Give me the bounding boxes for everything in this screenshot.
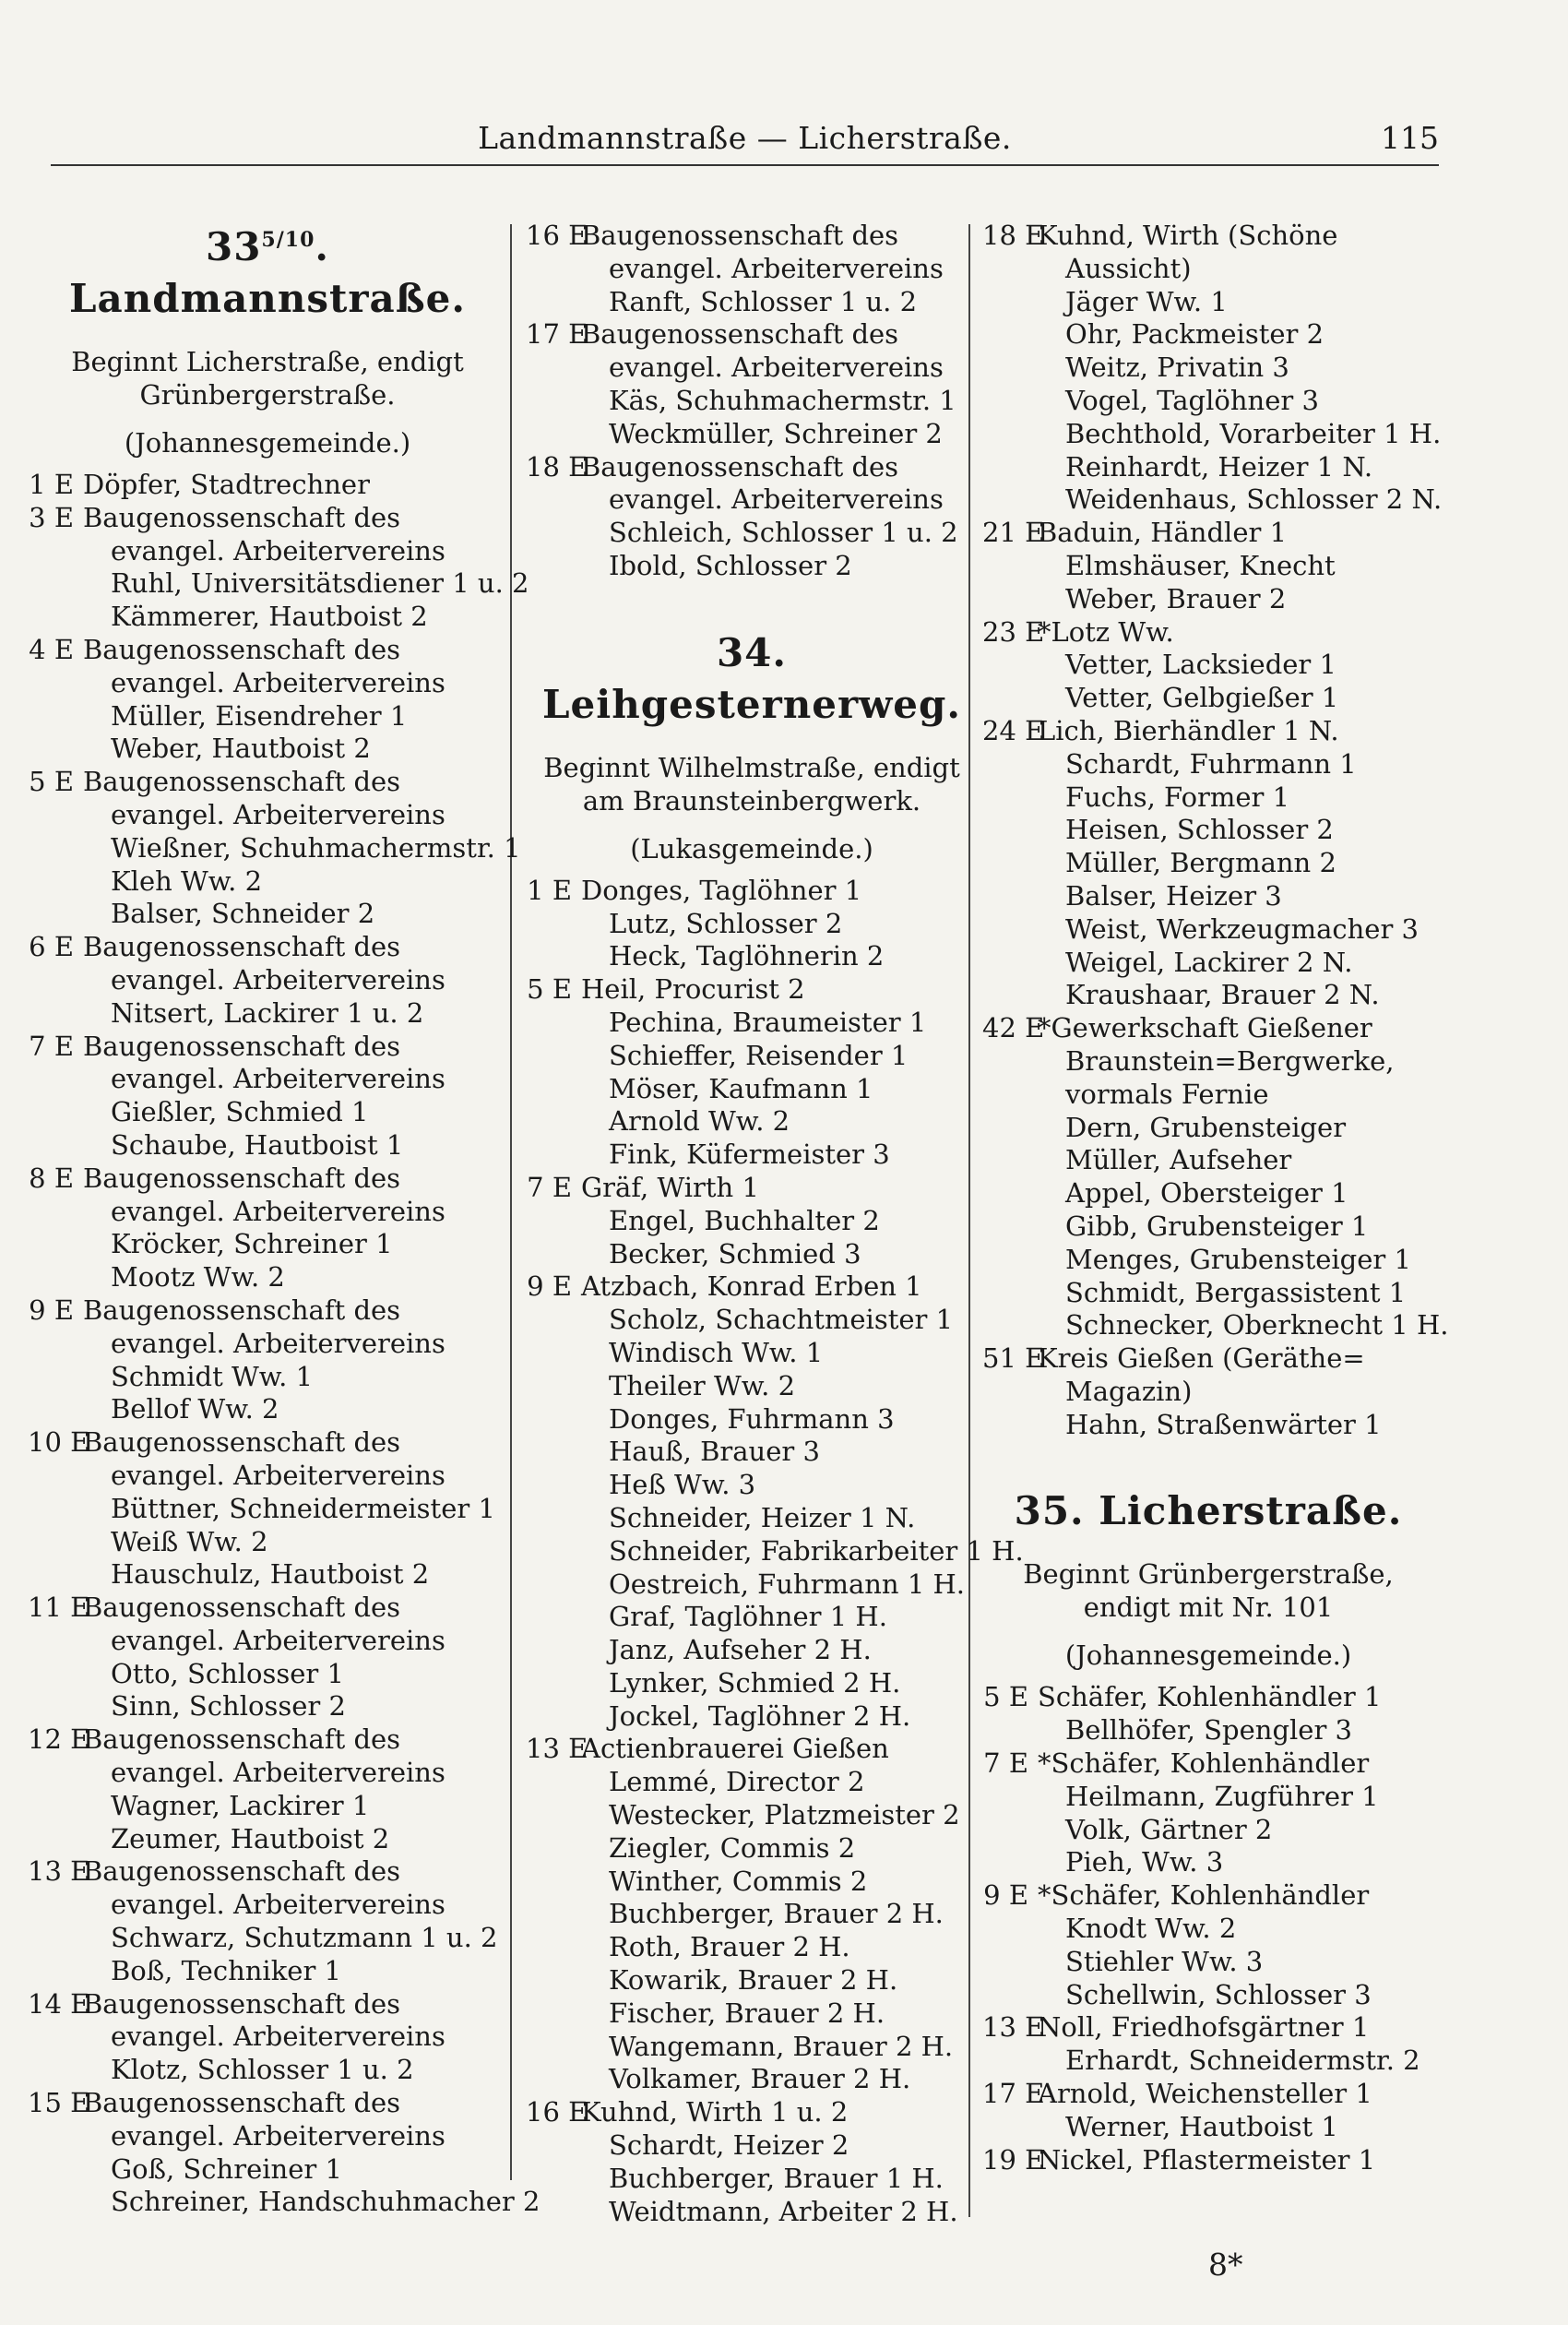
resident-line: evangel. Arbeitervereins bbox=[111, 1757, 445, 1789]
resident-line: Weidtmann, Arbeiter 2 H. bbox=[609, 2195, 958, 2227]
house-number: 19 E bbox=[982, 2143, 1045, 2176]
house-number: 24 E bbox=[982, 714, 1045, 746]
resident-text: Kuhnd, Wirth 1 u. 2 bbox=[581, 2096, 849, 2128]
resident-line: Weber, Brauer 2 bbox=[1065, 582, 1287, 614]
section-gap bbox=[526, 583, 978, 622]
resident-line: Ruhl, Universitätsdiener 1 u. 2 bbox=[111, 567, 529, 600]
house-number: 12 E bbox=[28, 1723, 90, 1756]
street-name: . Licherstraße. bbox=[1070, 1488, 1403, 1534]
resident-text: Kuhnd, Wirth (Schöne bbox=[1038, 220, 1338, 251]
resident-text: Nickel, Pflastermeister 1 bbox=[1038, 2143, 1376, 2176]
resident-line: Heilmann, Zugführer 1 bbox=[1065, 1780, 1379, 1812]
resident-line: Vetter, Gelbgießer 1 bbox=[1065, 682, 1339, 714]
house-entry bbox=[28, 634, 507, 667]
resident-line: Magazin) bbox=[1065, 1375, 1193, 1407]
resident-line: Wießner, Schuhmachermstr. 1 bbox=[111, 831, 521, 864]
street-name: . Leihgesternerweg. bbox=[542, 629, 961, 727]
house-entry bbox=[28, 1723, 507, 1757]
street-description: Beginnt Grünbergerstraße, endigt mit Nr. 101 bbox=[1023, 1558, 1394, 1624]
resident-line: Müller, Aufseher bbox=[1065, 1144, 1292, 1176]
resident-line: evangel. Arbeitervereins bbox=[111, 2119, 445, 2152]
resident-line: Möser, Kaufmann 1 bbox=[609, 1072, 873, 1104]
resident-line: Schneider, Fabrikarbeiter 1 H. bbox=[609, 1534, 1024, 1567]
house-entry bbox=[526, 1270, 978, 1304]
resident-line: Buchberger, Brauer 1 H. bbox=[609, 2162, 944, 2194]
resident-text: Schäfer, Kohlenhändler 1 bbox=[1038, 1681, 1382, 1713]
resident-line: Schmidt Ww. 1 bbox=[111, 1360, 314, 1392]
resident-line: Heisen, Schlosser 2 bbox=[1065, 814, 1334, 846]
house-entry bbox=[28, 766, 507, 799]
resident-line: Schardt, Fuhrmann 1 bbox=[1065, 747, 1357, 780]
resident-line: Schieffer, Reisender 1 bbox=[609, 1039, 909, 1071]
resident-line: Gibb, Grubensteiger 1 bbox=[1065, 1210, 1369, 1242]
house-number: 16 E bbox=[526, 2096, 588, 2128]
resident-line: Weist, Werkzeugmacher 3 bbox=[1065, 912, 1419, 945]
resident-line: Schreiner, Handschuhmacher 2 bbox=[111, 2186, 540, 2218]
resident-line: Goß, Schreiner 1 bbox=[111, 2152, 342, 2185]
house-entry bbox=[28, 1855, 507, 1889]
resident-text: Baugenossenschaft des bbox=[83, 1294, 401, 1326]
resident-line: Kowarik, Brauer 2 H. bbox=[609, 1964, 898, 1997]
resident-line: Wangemann, Brauer 2 H. bbox=[609, 2030, 954, 2062]
street-name: . Landmannstraße. bbox=[68, 224, 467, 321]
house-entry bbox=[526, 318, 978, 352]
street-heading bbox=[526, 627, 978, 731]
resident-line: Bellof Ww. 2 bbox=[111, 1393, 279, 1425]
house-number: 14 E bbox=[28, 1987, 90, 2020]
house-entry bbox=[526, 875, 978, 908]
resident-line: Büttner, Schneidermeister 1 bbox=[111, 1492, 495, 1524]
house-entry bbox=[28, 1031, 507, 1064]
resident-line: Balser, Schneider 2 bbox=[111, 898, 375, 930]
resident-line: Vogel, Taglöhner 3 bbox=[1065, 384, 1319, 416]
house-number: 10 E bbox=[28, 1426, 90, 1459]
house-number: 51 E bbox=[982, 1342, 1045, 1375]
house-number: 3 E bbox=[29, 501, 74, 533]
street-number-fraction: 5/10 bbox=[261, 228, 315, 252]
resident-text: Baugenossenschaft des bbox=[83, 1855, 401, 1888]
resident-line: Fink, Küfermeister 3 bbox=[609, 1139, 890, 1171]
resident-text: Lich, Bierhändler 1 N. bbox=[1038, 714, 1339, 746]
resident-line: Erhardt, Schneidermstr. 2 bbox=[1065, 2045, 1420, 2077]
resident-text: Baugenossenschaft des bbox=[83, 633, 401, 665]
resident-line: Schardt, Heizer 2 bbox=[609, 2129, 849, 2162]
signature-mark: 8* bbox=[1208, 2247, 1243, 2283]
house-entry bbox=[526, 1172, 978, 1205]
resident-line: Donges, Fuhrmann 3 bbox=[609, 1402, 895, 1435]
house-number: 15 E bbox=[28, 2087, 90, 2119]
street-description: Beginnt Licherstraße, endigt Grünbergerstraße. bbox=[71, 346, 464, 411]
house-entry bbox=[28, 931, 507, 964]
resident-text: Baugenossenschaft des bbox=[83, 1723, 401, 1756]
house-entry bbox=[982, 517, 1434, 550]
resident-text: Baugenossenschaft des bbox=[83, 1030, 401, 1062]
resident-line: Zeumer, Hautboist 2 bbox=[111, 1822, 390, 1854]
resident-line: Lynker, Schmied 2 H. bbox=[609, 1666, 901, 1699]
house-entry bbox=[526, 451, 978, 484]
resident-line: Windisch Ww. 1 bbox=[609, 1336, 824, 1368]
resident-line: Ohr, Packmeister 2 bbox=[1065, 318, 1324, 351]
resident-line: Mootz Ww. 2 bbox=[111, 1261, 285, 1294]
resident-line: Balser, Heizer 3 bbox=[1065, 879, 1282, 912]
resident-line: evangel. Arbeitervereins bbox=[111, 1195, 445, 1227]
street-number: 33 bbox=[205, 224, 262, 269]
house-entry bbox=[982, 1681, 1434, 1714]
resident-line: Lutz, Schlosser 2 bbox=[609, 907, 843, 939]
resident-line: Ibold, Schlosser 2 bbox=[609, 549, 852, 581]
resident-line: Theiler Ww. 2 bbox=[609, 1369, 796, 1401]
resident-text: Baugenossenschaft des bbox=[581, 318, 899, 351]
house-number: 7 E bbox=[527, 1171, 572, 1203]
resident-line: Aussicht) bbox=[1065, 252, 1192, 284]
resident-line: Käs, Schuhmachermstr. 1 bbox=[609, 384, 956, 416]
house-entry bbox=[28, 1162, 507, 1196]
section-gap bbox=[982, 1441, 1434, 1480]
resident-text: Donges, Taglöhner 1 bbox=[581, 874, 862, 906]
house-entry bbox=[982, 1012, 1434, 1045]
column-right bbox=[982, 220, 1449, 2212]
resident-line: Kröcker, Schreiner 1 bbox=[111, 1228, 393, 1260]
resident-text: Baugenossenschaft des bbox=[83, 931, 401, 963]
resident-line: Werner, Hautboist 1 bbox=[1065, 2110, 1338, 2142]
resident-line: Schwarz, Schutzmann 1 u. 2 bbox=[111, 1922, 498, 1954]
house-number: 1 E bbox=[29, 469, 74, 500]
resident-line: Engel, Buchhalter 2 bbox=[609, 1204, 880, 1236]
house-entry bbox=[28, 2087, 507, 2120]
house-number: 7 E bbox=[983, 1747, 1028, 1780]
house-entry bbox=[982, 715, 1434, 748]
resident-text: Baugenossenschaft des bbox=[83, 1426, 401, 1459]
resident-text: Atzbach, Konrad Erben 1 bbox=[581, 1270, 922, 1303]
resident-line: Bellhöfer, Spengler 3 bbox=[1065, 1714, 1352, 1747]
resident-line: Oestreich, Fuhrmann 1 H. bbox=[609, 1568, 966, 1600]
house-entry bbox=[526, 1733, 978, 1766]
resident-line: Schnecker, Oberknecht 1 H. bbox=[1065, 1309, 1449, 1341]
house-number: 13 E bbox=[526, 1733, 588, 1765]
resident-text: Baugenossenschaft des bbox=[83, 766, 401, 798]
house-entry bbox=[28, 469, 507, 502]
resident-line: Schellwin, Schlosser 3 bbox=[1065, 1978, 1372, 2010]
house-number: 21 E bbox=[982, 517, 1045, 549]
house-number: 13 E bbox=[982, 2011, 1045, 2044]
resident-line: Weitz, Privatin 3 bbox=[1065, 352, 1289, 384]
resident-text: *Schäfer, Kohlenhändler bbox=[1038, 1747, 1370, 1780]
house-number: 4 E bbox=[29, 633, 74, 665]
house-number: 5 E bbox=[527, 973, 572, 1006]
resident-line: Bechthold, Vorarbeiter 1 H. bbox=[1065, 417, 1442, 449]
resident-text: Baugenossenschaft des bbox=[83, 1987, 401, 2020]
house-entry bbox=[526, 973, 978, 1007]
resident-text: *Schäfer, Kohlenhändler bbox=[1038, 1879, 1370, 1912]
house-number: 7 E bbox=[29, 1030, 74, 1062]
house-number: 11 E bbox=[28, 1592, 90, 1624]
street-description: Beginnt Wilhelmstraße, endigt am Braunsteinbergwerk. bbox=[543, 751, 960, 817]
street-number: 34 bbox=[716, 629, 773, 675]
resident-line: Weber, Hautboist 2 bbox=[111, 733, 371, 765]
resident-line: Heck, Taglöhnerin 2 bbox=[609, 940, 885, 972]
house-entry bbox=[982, 1747, 1434, 1781]
resident-text: Noll, Friedhofsgärtner 1 bbox=[1038, 2011, 1370, 2044]
resident-text: Arnold, Weichensteller 1 bbox=[1038, 2078, 1372, 2110]
resident-text: Gräf, Wirth 1 bbox=[581, 1171, 759, 1203]
resident-line: Reinhardt, Heizer 1 N. bbox=[1065, 450, 1373, 483]
resident-line: Buchberger, Brauer 2 H. bbox=[609, 1898, 944, 1930]
resident-line: Müller, Bergmann 2 bbox=[1065, 847, 1336, 879]
resident-line: Weiß Ww. 2 bbox=[111, 1525, 268, 1557]
resident-line: Kleh Ww. 2 bbox=[111, 864, 263, 897]
page-number: 115 bbox=[1381, 120, 1439, 156]
house-number: 17 E bbox=[526, 318, 588, 351]
house-number: 17 E bbox=[982, 2078, 1045, 2110]
resident-line: evangel. Arbeitervereins bbox=[609, 352, 944, 384]
house-number: 5 E bbox=[29, 766, 74, 798]
resident-line: Volkamer, Brauer 2 H. bbox=[609, 2063, 911, 2095]
resident-line: Appel, Obersteiger 1 bbox=[1065, 1177, 1348, 1210]
resident-line: evangel. Arbeitervereins bbox=[111, 1327, 445, 1359]
house-number: 6 E bbox=[29, 931, 74, 963]
resident-line: Graf, Taglöhner 1 H. bbox=[609, 1601, 887, 1633]
parish-label: (Lukasgemeinde.) bbox=[630, 832, 873, 864]
house-entry bbox=[28, 1592, 507, 1625]
resident-line: Ziegler, Commis 2 bbox=[609, 1831, 856, 1864]
resident-line: evangel. Arbeitervereins bbox=[111, 1624, 445, 1656]
house-number: 9 E bbox=[29, 1294, 74, 1326]
resident-line: Hauß, Brauer 3 bbox=[609, 1436, 820, 1468]
resident-text: Baugenossenschaft des bbox=[581, 220, 899, 251]
resident-line: Winther, Commis 2 bbox=[609, 1865, 868, 1897]
resident-line: evangel. Arbeitervereins bbox=[111, 1063, 445, 1095]
parish-label: (Johannesgemeinde.) bbox=[1064, 1639, 1352, 1672]
resident-line: Klotz, Schlosser 1 u. 2 bbox=[111, 2054, 414, 2086]
resident-line: vormals Fernie bbox=[1065, 1078, 1269, 1110]
resident-line: Kämmerer, Hautboist 2 bbox=[111, 601, 428, 633]
house-number: 9 E bbox=[983, 1879, 1028, 1912]
resident-line: Knodt Ww. 2 bbox=[1065, 1913, 1237, 1945]
resident-text: Kreis Gießen (Geräthe= bbox=[1038, 1342, 1365, 1375]
resident-line: Jockel, Taglöhner 2 H. bbox=[609, 1699, 911, 1732]
resident-text: Baugenossenschaft des bbox=[581, 450, 899, 483]
house-number: 5 E bbox=[983, 1681, 1028, 1713]
resident-line: Weigel, Lackirer 2 N. bbox=[1065, 946, 1353, 978]
resident-line: evangel. Arbeitervereins bbox=[111, 1889, 445, 1921]
resident-line: Sinn, Schlosser 2 bbox=[111, 1690, 346, 1723]
resident-line: Wagner, Lackirer 1 bbox=[111, 1789, 370, 1821]
resident-line: Braunstein=Bergwerke, bbox=[1065, 1044, 1395, 1077]
resident-line: Schleich, Schlosser 1 u. 2 bbox=[609, 517, 958, 549]
resident-line: Janz, Aufseher 2 H. bbox=[609, 1634, 872, 1666]
resident-text: Baugenossenschaft des bbox=[83, 501, 401, 533]
resident-line: evangel. Arbeitervereins bbox=[609, 252, 944, 284]
resident-line: evangel. Arbeitervereins bbox=[111, 2021, 445, 2053]
resident-line: Becker, Schmied 3 bbox=[609, 1237, 861, 1270]
resident-line: Müller, Eisendreher 1 bbox=[111, 699, 408, 732]
resident-line: Westecker, Platzmeister 2 bbox=[609, 1799, 960, 1831]
resident-line: evangel. Arbeitervereins bbox=[609, 483, 944, 516]
resident-text: Baduin, Händler 1 bbox=[1038, 517, 1288, 549]
resident-line: Scholz, Schachtmeister 1 bbox=[609, 1304, 954, 1336]
resident-text: *Gewerkschaft Gießener bbox=[1038, 1012, 1372, 1044]
resident-line: Fuchs, Former 1 bbox=[1065, 781, 1290, 813]
house-number: 16 E bbox=[526, 220, 588, 251]
house-entry bbox=[526, 2096, 978, 2129]
resident-text: Heil, Procurist 2 bbox=[581, 973, 805, 1006]
street-heading bbox=[982, 1485, 1434, 1537]
house-entry bbox=[28, 502, 507, 535]
resident-line: Nitsert, Lackirer 1 u. 2 bbox=[111, 996, 424, 1029]
resident-line: Boß, Techniker 1 bbox=[111, 1954, 341, 1986]
resident-line: Arnold Ww. 2 bbox=[609, 1105, 790, 1138]
resident-line: Hahn, Straßenwärter 1 bbox=[1065, 1408, 1382, 1440]
house-entry bbox=[526, 220, 978, 253]
resident-line: Heß Ww. 3 bbox=[609, 1469, 756, 1501]
house-entry bbox=[982, 220, 1434, 253]
street-heading bbox=[28, 214, 507, 325]
resident-line: Vetter, Lacksieder 1 bbox=[1065, 649, 1336, 681]
house-entry bbox=[982, 1879, 1434, 1913]
house-number: 1 E bbox=[527, 874, 572, 906]
resident-line: Schaube, Hautboist 1 bbox=[111, 1128, 404, 1161]
resident-line: Elmshäuser, Knecht bbox=[1065, 549, 1336, 581]
house-entry bbox=[28, 1294, 507, 1328]
house-number: 8 E bbox=[29, 1162, 74, 1194]
resident-line: Fischer, Brauer 2 H. bbox=[609, 1997, 885, 2029]
house-number: 9 E bbox=[527, 1270, 572, 1303]
house-entry bbox=[982, 1342, 1434, 1376]
resident-line: evangel. Arbeitervereins bbox=[111, 798, 445, 830]
house-number: 42 E bbox=[982, 1012, 1045, 1044]
house-number: 13 E bbox=[28, 1855, 90, 1888]
resident-line: Kraushaar, Brauer 2 N. bbox=[1065, 979, 1380, 1011]
resident-text: Actienbrauerei Gießen bbox=[581, 1733, 889, 1765]
resident-line: Lemmé, Director 2 bbox=[609, 1766, 865, 1798]
house-number: 18 E bbox=[982, 220, 1045, 251]
house-entry bbox=[982, 2144, 1434, 2177]
house-entry bbox=[982, 2011, 1434, 2045]
resident-line: Weckmüller, Schreiner 2 bbox=[609, 417, 943, 449]
running-header bbox=[51, 118, 1439, 166]
resident-line: Schneider, Heizer 1 N. bbox=[609, 1501, 916, 1533]
house-number: 23 E bbox=[982, 615, 1045, 648]
resident-line: evangel. Arbeitervereins bbox=[111, 534, 445, 566]
house-entry bbox=[982, 616, 1434, 650]
resident-text: Baugenossenschaft des bbox=[83, 2087, 401, 2119]
resident-line: Stiehler Ww. 3 bbox=[1065, 1945, 1264, 1977]
resident-line: evangel. Arbeitervereins bbox=[111, 1459, 445, 1491]
street-number: 35 bbox=[1014, 1488, 1071, 1534]
house-entry bbox=[28, 1426, 507, 1460]
resident-line: Hauschulz, Hautboist 2 bbox=[111, 1558, 430, 1591]
resident-line: Roth, Brauer 2 H. bbox=[609, 1931, 850, 1963]
resident-line: Gießler, Schmied 1 bbox=[111, 1096, 369, 1128]
resident-line: Schmidt, Bergassistent 1 bbox=[1065, 1276, 1407, 1308]
parish-label: (Johannesgemeinde.) bbox=[124, 427, 411, 459]
column-divider bbox=[510, 224, 512, 2180]
resident-text: Baugenossenschaft des bbox=[83, 1162, 401, 1194]
running-title: Landmannstraße — Licherstraße. bbox=[478, 120, 1012, 156]
resident-line: evangel. Arbeitervereins bbox=[111, 666, 445, 698]
resident-text: Baugenossenschaft des bbox=[83, 1592, 401, 1624]
house-entry bbox=[982, 2078, 1434, 2111]
resident-line: evangel. Arbeitervereins bbox=[111, 963, 445, 996]
house-number: 18 E bbox=[526, 450, 588, 483]
column-left bbox=[28, 220, 540, 2218]
resident-line: Pieh, Ww. 3 bbox=[1065, 1846, 1224, 1878]
resident-line: Menges, Grubensteiger 1 bbox=[1065, 1243, 1411, 1275]
resident-text: Döpfer, Stadtrechner bbox=[83, 469, 370, 500]
resident-line: Jäger Ww. 1 bbox=[1065, 285, 1228, 317]
resident-line: Volk, Gärtner 2 bbox=[1065, 1813, 1273, 1845]
house-entry bbox=[28, 1988, 507, 2021]
resident-line: Otto, Schlosser 1 bbox=[111, 1657, 344, 1689]
resident-text: *Lotz Ww. bbox=[1038, 615, 1174, 648]
resident-line: Pechina, Braumeister 1 bbox=[609, 1006, 927, 1038]
resident-line: Dern, Grubensteiger bbox=[1065, 1111, 1347, 1143]
resident-line: Ranft, Schlosser 1 u. 2 bbox=[609, 285, 918, 317]
resident-line: Weidenhaus, Schlosser 2 N. bbox=[1065, 483, 1443, 516]
